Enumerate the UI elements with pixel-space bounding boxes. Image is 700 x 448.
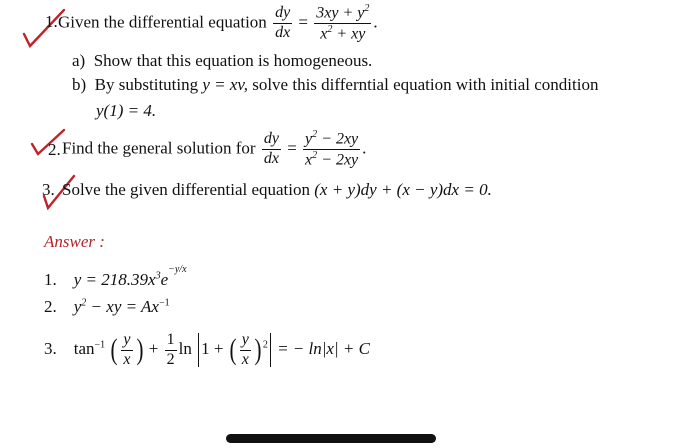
- answer-3: 3. $\tan^{-1}$ ( $\frac{y}{x}$ ) + $\frac{1}{2}$ ln 1 + ( $\frac{y}{x}$ ) $^2$ = − ln|x| + C: [44, 331, 370, 368]
- q2-lhs-fraction: $\frac{dy}{dx}$: [263, 130, 279, 168]
- answer-1: 1. $y = 218.39x^3e^{-y/x}$: [44, 264, 187, 289]
- question-1-number: 1.: [45, 12, 58, 31]
- question-3-statement: Solve the given differential equation (x + y)dy + (x − y)dx = 0.: [62, 180, 492, 199]
- q1-rhs-fraction: $\frac{3xy + y^2}{x^2 + xy}$: [316, 3, 370, 43]
- question-1b-initial-condition: y(1) = 4.: [96, 101, 157, 120]
- q2-rhs-fraction: $\frac{y^2 - 2xy}{x^2 - 2xy}$: [305, 129, 359, 169]
- question-1-statement: Given the differential equation $\frac{dy}{dx}$ = $\frac{3xy + y^2}{x^2 + xy}$ .: [58, 3, 378, 43]
- answer-label: Answer :: [44, 232, 105, 251]
- question-2-statement: Find the general solution for $\frac{dy}{dx}$ = $\frac{y^2 - 2xy}{x^2 - 2xy}$ .: [62, 129, 367, 169]
- horizontal-scrollbar[interactable]: [226, 434, 436, 443]
- q1-prefix: Given the differential equation: [58, 12, 267, 32]
- question-3-number: 3.: [42, 180, 55, 199]
- question-1a: a) Show that this equation is homogeneous.: [72, 51, 373, 70]
- question-1b: b) By substituting y = xv, solve this differntial equation with initial condition: [72, 75, 599, 94]
- question-2-number: 2.: [48, 140, 61, 159]
- answer-2: 2. $y^2$ − xy = $Ax^{-1}$: [44, 297, 170, 316]
- q1-lhs-fraction: $\frac{dy}{dx}$: [275, 4, 291, 42]
